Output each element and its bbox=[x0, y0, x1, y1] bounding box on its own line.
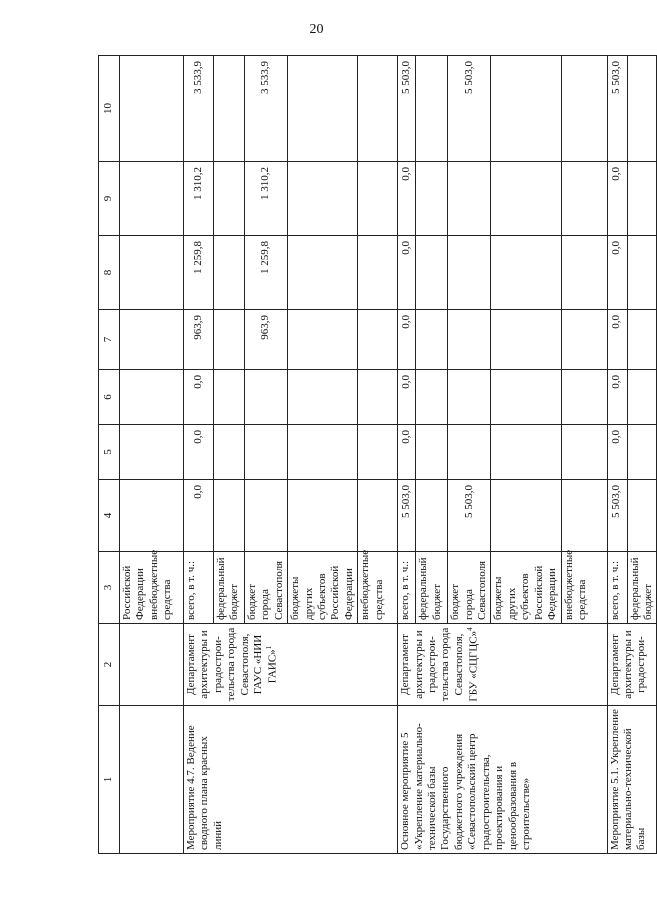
value-cell bbox=[448, 310, 491, 370]
measure-cell: Основное мероприятие 5 «Укрепление материально-технической базы Государственного бюджетного учреждения «Севастопольский центр градостроительства, проектирования и ценообразования в строительстве» bbox=[398, 706, 607, 854]
header-cell: 10 bbox=[99, 56, 120, 162]
value-cell bbox=[288, 310, 358, 370]
value-cell: 0,0 bbox=[184, 480, 214, 552]
value-cell bbox=[214, 56, 245, 162]
value-cell: 5 503,0 bbox=[398, 480, 416, 552]
value-cell bbox=[416, 370, 448, 425]
value-cell bbox=[627, 480, 657, 552]
value-cell bbox=[358, 162, 398, 236]
source-cell: внебюджетные средства bbox=[561, 552, 607, 624]
executor-cell bbox=[398, 624, 607, 706]
source-cell: бюджеты других субъектов Российской Федерации bbox=[491, 552, 561, 624]
executor-cell bbox=[607, 624, 657, 706]
value-cell bbox=[627, 425, 657, 480]
value-cell bbox=[358, 480, 398, 552]
value-cell bbox=[120, 56, 184, 162]
value-cell bbox=[288, 162, 358, 236]
value-cell: 5 503,0 bbox=[448, 480, 491, 552]
value-cell bbox=[120, 310, 184, 370]
value-cell: 963,9 bbox=[184, 310, 214, 370]
header-cell: 1 bbox=[99, 706, 120, 854]
table-row bbox=[607, 56, 627, 854]
source-cell: бюджет города Севастополя bbox=[448, 552, 491, 624]
page-number: 20 bbox=[309, 22, 324, 37]
value-cell bbox=[245, 480, 288, 552]
value-cell bbox=[491, 162, 561, 236]
value-cell: 0,0 bbox=[607, 162, 627, 236]
table-row bbox=[184, 56, 214, 854]
value-cell bbox=[120, 236, 184, 310]
value-cell bbox=[627, 370, 657, 425]
value-cell: 0,0 bbox=[607, 236, 627, 310]
value-cell bbox=[214, 236, 245, 310]
value-cell bbox=[561, 162, 607, 236]
executor-cell bbox=[120, 624, 184, 706]
header-cell: 6 bbox=[99, 370, 120, 425]
measure-cell: Мероприятие 5.1. Укрепление материально-технической базы bbox=[607, 706, 657, 854]
value-cell: 0,0 bbox=[607, 425, 627, 480]
value-cell: 0,0 bbox=[607, 310, 627, 370]
executor-text: Департамент архитектуры и градострои-тельства города Севастополя, ГАУС «НИИ ГАИС» bbox=[185, 627, 280, 702]
value-cell bbox=[288, 56, 358, 162]
header-cell: 7 bbox=[99, 310, 120, 370]
value-cell: 0,0 bbox=[184, 370, 214, 425]
value-cell bbox=[120, 162, 184, 236]
value-cell bbox=[245, 370, 288, 425]
value-cell bbox=[416, 480, 448, 552]
header-cell: 3 bbox=[99, 552, 120, 624]
source-cell: всего, в т. ч.: bbox=[184, 552, 214, 624]
value-cell bbox=[214, 162, 245, 236]
value-cell bbox=[627, 310, 657, 370]
value-cell bbox=[627, 56, 657, 162]
value-cell: 1 310,2 bbox=[184, 162, 214, 236]
value-cell bbox=[288, 236, 358, 310]
value-cell bbox=[491, 236, 561, 310]
value-cell: 5 503,0 bbox=[607, 480, 627, 552]
source-cell: бюджет города Севастополя bbox=[245, 552, 288, 624]
value-cell: 0,0 bbox=[398, 310, 416, 370]
value-cell: 0,0 bbox=[398, 370, 416, 425]
value-cell: 1 259,8 bbox=[184, 236, 214, 310]
value-cell: 963,9 bbox=[245, 310, 288, 370]
value-cell bbox=[120, 425, 184, 480]
executor-cell bbox=[184, 624, 398, 706]
measure-cell: Мероприятие 4.7. Ведение сводного плана красных линий bbox=[184, 706, 398, 854]
value-cell: 5 503,0 bbox=[448, 56, 491, 162]
header-cell: 9 bbox=[99, 162, 120, 236]
value-cell: 5 503,0 bbox=[398, 56, 416, 162]
value-cell bbox=[358, 310, 398, 370]
rotated-table-area bbox=[98, 56, 654, 854]
footnote-mark: 1 bbox=[265, 645, 274, 650]
value-cell bbox=[416, 56, 448, 162]
value-cell: 0,0 bbox=[607, 370, 627, 425]
value-cell: 0,0 bbox=[184, 425, 214, 480]
value-cell: 5 503,0 bbox=[607, 56, 627, 162]
value-cell bbox=[561, 480, 607, 552]
value-cell bbox=[491, 370, 561, 425]
value-cell bbox=[214, 370, 245, 425]
value-cell bbox=[491, 480, 561, 552]
source-cell: федеральный бюджет bbox=[214, 552, 245, 624]
value-cell bbox=[358, 236, 398, 310]
value-cell bbox=[561, 425, 607, 480]
value-cell bbox=[416, 425, 448, 480]
source-line: Российской Федерации bbox=[121, 565, 147, 620]
source-line: внебюджетные средства bbox=[147, 549, 174, 620]
value-cell: 0,0 bbox=[398, 236, 416, 310]
header-cell: 8 bbox=[99, 236, 120, 310]
header-row bbox=[99, 56, 120, 854]
value-cell bbox=[245, 425, 288, 480]
value-cell bbox=[448, 425, 491, 480]
value-cell bbox=[358, 425, 398, 480]
value-cell bbox=[627, 162, 657, 236]
value-cell bbox=[288, 425, 358, 480]
measure-cell bbox=[120, 706, 184, 854]
value-cell bbox=[288, 480, 358, 552]
source-cell: внебюджетные средства bbox=[358, 552, 398, 624]
value-cell bbox=[214, 310, 245, 370]
value-cell bbox=[448, 370, 491, 425]
value-cell bbox=[561, 56, 607, 162]
value-cell bbox=[491, 310, 561, 370]
header-cell: 5 bbox=[99, 425, 120, 480]
value-cell bbox=[448, 236, 491, 310]
value-cell bbox=[561, 236, 607, 310]
value-cell: 0,0 bbox=[398, 162, 416, 236]
executor-text: Департамент архитектуры и градострои- bbox=[608, 630, 648, 699]
value-cell bbox=[561, 370, 607, 425]
source-cell: всего, в т. ч.: bbox=[607, 552, 627, 624]
value-cell bbox=[416, 162, 448, 236]
value-cell bbox=[491, 425, 561, 480]
executor-text: Департамент архитектуры и градострои-тельства города Севастополя, ГБУ «СЦГЦС» bbox=[399, 627, 480, 702]
table-row bbox=[120, 56, 184, 854]
value-cell bbox=[214, 425, 245, 480]
source-cell: всего, в т. ч.: bbox=[398, 552, 416, 624]
header-cell: 4 bbox=[99, 480, 120, 552]
value-cell: 1 259,8 bbox=[245, 236, 288, 310]
value-cell: 1 310,2 bbox=[245, 162, 288, 236]
value-cell bbox=[448, 162, 491, 236]
value-cell bbox=[288, 370, 358, 425]
source-cell: федеральный бюджет bbox=[416, 552, 448, 624]
value-cell bbox=[416, 310, 448, 370]
header-cell: 2 bbox=[99, 624, 120, 706]
value-cell bbox=[561, 310, 607, 370]
source-cell: федеральный бюджет bbox=[627, 552, 657, 624]
value-cell bbox=[491, 56, 561, 162]
value-cell bbox=[120, 480, 184, 552]
value-cell: 3 533,9 bbox=[245, 56, 288, 162]
value-cell bbox=[627, 236, 657, 310]
source-cell bbox=[120, 549, 184, 624]
value-cell bbox=[120, 370, 184, 425]
value-cell bbox=[416, 236, 448, 310]
table-row bbox=[398, 56, 416, 854]
footnote-mark: 4 bbox=[466, 627, 475, 631]
budget-table bbox=[98, 55, 657, 854]
value-cell bbox=[358, 56, 398, 162]
value-cell bbox=[358, 370, 398, 425]
source-cell: бюджеты других субъектов Российской Федерации bbox=[288, 552, 358, 624]
value-cell: 3 533,9 bbox=[184, 56, 214, 162]
value-cell bbox=[214, 480, 245, 552]
value-cell: 0,0 bbox=[398, 425, 416, 480]
